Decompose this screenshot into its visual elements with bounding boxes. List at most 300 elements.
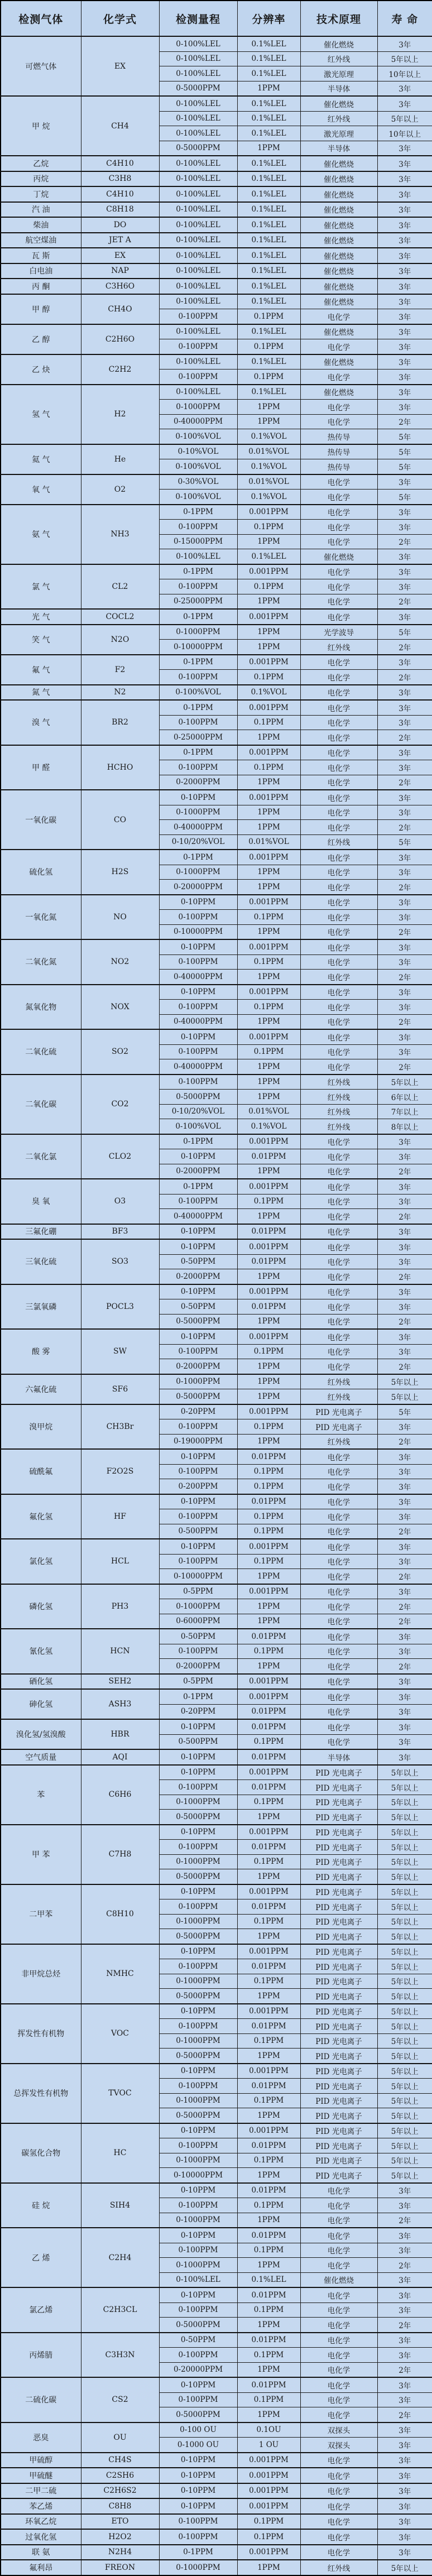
resolution-cell: 0.01PPM — [237, 1224, 300, 1240]
lifetime-cell: 5年以上 — [377, 2004, 432, 2019]
lifetime-cell: 3年 — [377, 655, 432, 670]
principle-cell: PID 光电离子 — [300, 1899, 377, 1915]
table-row — [1, 186, 432, 202]
resolution-cell: 0.01PPM — [237, 1780, 300, 1795]
lifetime-cell: 3年 — [377, 865, 432, 880]
principle-cell: 催化燃烧 — [300, 354, 377, 370]
lifetime-cell: 2年 — [377, 1269, 432, 1284]
range-cell: 0-1000PPM — [159, 2213, 237, 2228]
range-cell: 0-10PPM — [159, 2377, 237, 2392]
lifetime-cell: 3年 — [377, 609, 432, 625]
lifetime-cell: 3年 — [377, 2514, 432, 2530]
header-range: 检测量程 — [159, 1, 237, 36]
resolution-cell: 0.1%LEL — [237, 126, 300, 141]
lifetime-cell: 3年 — [377, 564, 432, 579]
principle-cell: PID 光电离子 — [300, 2049, 377, 2064]
range-cell: 0-100%LEL — [159, 263, 237, 279]
lifetime-cell: 2年 — [377, 640, 432, 655]
principle-cell: 电化学 — [300, 670, 377, 685]
range-cell: 0-100PPM — [159, 2392, 237, 2407]
lifetime-cell: 5年 — [377, 625, 432, 640]
table-row — [1, 171, 432, 187]
principle-cell: PID 光电离子 — [300, 1419, 377, 1435]
range-cell: 0-100PPM — [159, 370, 237, 385]
range-cell: 0-40000PPM — [159, 820, 237, 835]
resolution-cell: 0.1PPM — [237, 1524, 300, 1539]
principle-cell: 电化学 — [300, 1599, 377, 1614]
lifetime-cell: 2年 — [377, 414, 432, 429]
table-row — [1, 1629, 432, 1644]
gas-name-cell: 甲硫醇 — [1, 2453, 81, 2468]
principle-cell: 催化燃烧 — [300, 263, 377, 279]
principle-cell: 红外线 — [300, 51, 377, 66]
principle-cell: PID 光电离子 — [300, 1780, 377, 1795]
principle-cell: PID 光电离子 — [300, 1884, 377, 1899]
formula-cell: F2O2S — [81, 1449, 159, 1494]
gas-name-cell: 三氟化硼 — [1, 1224, 81, 1240]
lifetime-cell: 2年 — [377, 970, 432, 985]
principle-cell: 电化学 — [300, 1239, 377, 1254]
lifetime-cell: 2年 — [377, 1569, 432, 1584]
lifetime-cell: 3年 — [377, 1044, 432, 1059]
principle-cell: PID 光电离子 — [300, 1854, 377, 1869]
principle-cell: 电化学 — [300, 1584, 377, 1599]
lifetime-cell: 3年 — [377, 2453, 432, 2468]
range-cell: 0-1000PPM — [159, 1854, 237, 1869]
range-cell: 0-20000PPM — [159, 2362, 237, 2377]
principle-cell: 电化学 — [300, 865, 377, 880]
lifetime-cell: 3年 — [377, 1464, 432, 1479]
table-row — [1, 217, 432, 233]
formula-cell: BR2 — [81, 700, 159, 745]
table-row — [1, 1074, 432, 1090]
principle-cell: 电化学 — [300, 1734, 377, 1749]
principle-cell: 红外线 — [300, 1104, 377, 1119]
range-cell: 0-100PPM — [159, 1464, 237, 1479]
principle-cell: 电化学 — [300, 534, 377, 549]
range-cell: 0-1000PPM — [159, 2258, 237, 2273]
resolution-cell: 0.1%LEL — [237, 263, 300, 279]
resolution-cell: 1 OU — [237, 2438, 300, 2453]
lifetime-cell: 2年 — [377, 1209, 432, 1224]
gas-name-cell: 磷化氢 — [1, 1584, 81, 1629]
range-cell: 0-1PPM — [159, 700, 237, 715]
formula-cell: SEH2 — [81, 1674, 159, 1690]
range-cell: 0-100%LEL — [159, 549, 237, 564]
resolution-cell: 0.1PPM — [237, 2514, 300, 2530]
resolution-cell: 0.001PPM — [237, 1765, 300, 1780]
table-row — [1, 2377, 432, 2392]
resolution-cell: 0.001PPM — [237, 1584, 300, 1599]
lifetime-cell: 5年以上 — [377, 1840, 432, 1855]
range-cell: 0-10PPM — [159, 2498, 237, 2514]
gas-name-cell: 二甲苯 — [1, 1884, 81, 1944]
table-row — [1, 279, 432, 294]
resolution-cell: 1PPM — [237, 2213, 300, 2228]
principle-cell: 电化学 — [300, 1719, 377, 1734]
gas-name-cell: 恶臭 — [1, 2423, 81, 2453]
principle-cell: 电化学 — [300, 1674, 377, 1690]
formula-cell: CO2 — [81, 1074, 159, 1134]
formula-cell: NO — [81, 895, 159, 940]
principle-cell: 双探头 — [300, 2423, 377, 2438]
gas-name-cell: 氢 气 — [1, 385, 81, 444]
table-header — [1, 1, 432, 36]
principle-cell: 红外线 — [300, 1434, 377, 1449]
range-cell: 0-50PPM — [159, 2333, 237, 2348]
lifetime-cell: 3年 — [377, 2243, 432, 2258]
range-cell: 0-10PPM — [159, 1944, 237, 1959]
principle-cell: PID 光电离子 — [300, 2108, 377, 2123]
range-cell: 0-10PPM — [159, 1719, 237, 1734]
principle-cell: 催化燃烧 — [300, 279, 377, 294]
principle-cell: 电化学 — [300, 1329, 377, 1344]
resolution-cell: 0.1%VOL — [237, 685, 300, 701]
lifetime-cell: 3年 — [377, 715, 432, 730]
range-cell: 0-10PPM — [159, 1749, 237, 1765]
formula-cell: C8H8 — [81, 2498, 159, 2514]
lifetime-cell: 5年以上 — [377, 2560, 432, 2575]
table-row — [1, 609, 432, 625]
principle-cell: 电化学 — [300, 850, 377, 865]
range-cell: 0-100PPM — [159, 2079, 237, 2094]
principle-cell: 电化学 — [300, 1554, 377, 1569]
principle-cell: 电化学 — [300, 564, 377, 579]
table-row — [1, 1539, 432, 1554]
formula-cell: BF3 — [81, 1224, 159, 1240]
range-cell: 0-10PPM — [159, 985, 237, 1000]
lifetime-cell: 3年 — [377, 520, 432, 535]
principle-cell: 电化学 — [300, 715, 377, 730]
resolution-cell: 0.001PPM — [237, 2064, 300, 2079]
range-cell: 0-1PPM — [159, 655, 237, 670]
resolution-cell: 0.1PPM — [237, 1479, 300, 1494]
range-cell: 0-100PPM — [159, 2243, 237, 2258]
table-row — [1, 2287, 432, 2302]
range-cell: 0-100PPM — [159, 2138, 237, 2153]
gas-name-cell: 一氧化碳 — [1, 790, 81, 850]
lifetime-cell: 3年 — [377, 1494, 432, 1509]
resolution-cell: 1PPM — [237, 81, 300, 96]
principle-cell: 激光原理 — [300, 126, 377, 141]
resolution-cell: 0.001PPM — [237, 1404, 300, 1419]
formula-cell: CLO2 — [81, 1134, 159, 1179]
resolution-cell: 0.1PPM — [237, 910, 300, 925]
formula-cell: N2O — [81, 625, 159, 655]
resolution-cell: 0.1PPM — [237, 1974, 300, 1989]
formula-cell: AQI — [81, 1749, 159, 1765]
resolution-cell: 0.1PPM — [237, 1734, 300, 1749]
lifetime-cell: 5年 — [377, 1404, 432, 1419]
formula-cell: C7H8 — [81, 1825, 159, 1884]
lifetime-cell: 3年 — [377, 2198, 432, 2213]
lifetime-cell: 5年以上 — [377, 2168, 432, 2183]
range-cell: 0-5PPM — [159, 1584, 237, 1599]
resolution-cell: 1PPM — [237, 1164, 300, 1179]
formula-cell: ASH3 — [81, 1689, 159, 1719]
formula-cell: NH3 — [81, 505, 159, 564]
lifetime-cell: 10年以上 — [377, 66, 432, 81]
lifetime-cell: 3年 — [377, 1644, 432, 1659]
lifetime-cell: 3年 — [377, 2423, 432, 2438]
range-cell: 0-1000PPM — [159, 625, 237, 640]
range-cell: 0-1PPM — [159, 564, 237, 579]
range-cell: 0-10PPM — [159, 2483, 237, 2499]
principle-cell: 电化学 — [300, 2198, 377, 2213]
lifetime-cell: 2年 — [377, 1434, 432, 1449]
principle-cell: 电化学 — [300, 1614, 377, 1629]
formula-cell: CH4O — [81, 294, 159, 324]
principle-cell: 半导体 — [300, 1749, 377, 1765]
principle-cell: PID 光电离子 — [300, 2138, 377, 2153]
range-cell: 0-100%LEL — [159, 36, 237, 51]
principle-cell: 电化学 — [300, 970, 377, 985]
range-cell: 0-100%VOL — [159, 1119, 237, 1134]
formula-cell: H2O2 — [81, 2529, 159, 2545]
lifetime-cell: 5年以上 — [377, 1959, 432, 1974]
principle-cell: PID 光电离子 — [300, 1914, 377, 1929]
formula-cell: O2 — [81, 474, 159, 505]
lifetime-cell: 5年以上 — [377, 1074, 432, 1090]
resolution-cell: 0.001PPM — [237, 895, 300, 910]
principle-cell: 电化学 — [300, 1000, 377, 1015]
principle-cell: 电化学 — [300, 1344, 377, 1359]
resolution-cell: 0.01PPM — [237, 1959, 300, 1974]
lifetime-cell: 2年 — [377, 880, 432, 895]
gas-name-cell: 溴甲烷 — [1, 1404, 81, 1450]
range-cell: 0-100PPM — [159, 1959, 237, 1974]
principle-cell: 电化学 — [300, 775, 377, 790]
lifetime-cell: 3年 — [377, 36, 432, 51]
lifetime-cell: 3年 — [377, 217, 432, 233]
resolution-cell: 1PPM — [237, 414, 300, 429]
resolution-cell: 1PPM — [237, 1374, 300, 1389]
table-row — [1, 1584, 432, 1599]
lifetime-cell: 2年 — [377, 775, 432, 790]
lifetime-cell: 3年 — [377, 385, 432, 400]
table-row — [1, 233, 432, 248]
lifetime-cell: 3年 — [377, 1149, 432, 1164]
principle-cell: 电化学 — [300, 1134, 377, 1149]
range-cell: 0-10PPM — [159, 2004, 237, 2019]
principle-cell: 催化燃烧 — [300, 96, 377, 111]
lifetime-cell: 3年 — [377, 2529, 432, 2545]
lifetime-cell: 3年 — [377, 2348, 432, 2363]
range-cell: 0-2000PPM — [159, 1659, 237, 1674]
range-cell: 0-10PPM — [159, 1224, 237, 1240]
range-cell: 0-5000PPM — [159, 2407, 237, 2423]
principle-cell: PID 光电离子 — [300, 1959, 377, 1974]
range-cell: 0-100%LEL — [159, 2272, 237, 2287]
table-row — [1, 2468, 432, 2483]
table-row — [1, 385, 432, 400]
gas-name-cell: 臭 氧 — [1, 1179, 81, 1224]
table-row — [1, 2423, 432, 2438]
principle-cell: PID 光电离子 — [300, 1869, 377, 1884]
formula-cell: He — [81, 444, 159, 474]
lifetime-cell: 3年 — [377, 1539, 432, 1554]
gas-name-cell: 氧 气 — [1, 474, 81, 505]
range-cell: 0-100PPM — [159, 1074, 237, 1090]
gas-name-cell: 硫化氢 — [1, 850, 81, 895]
resolution-cell: 1PPM — [237, 1599, 300, 1614]
gas-name-cell: 甲 苯 — [1, 1825, 81, 1884]
gas-name-cell: 氟化氢 — [1, 1494, 81, 1539]
table-row — [1, 685, 432, 701]
lifetime-cell: 3年 — [377, 1179, 432, 1194]
range-cell: 0-10PPM — [159, 1884, 237, 1899]
resolution-cell: 1PPM — [237, 970, 300, 985]
table-row — [1, 895, 432, 910]
principle-cell: 红外线 — [300, 1374, 377, 1389]
range-cell: 0-10000PPM — [159, 2168, 237, 2183]
principle-cell: 催化燃烧 — [300, 385, 377, 400]
range-cell: 0-30%VOL — [159, 474, 237, 490]
principle-cell: PID 光电离子 — [300, 1840, 377, 1855]
formula-cell: FREON — [81, 2560, 159, 2575]
range-cell: 0-100%LEL — [159, 217, 237, 233]
formula-cell: H2 — [81, 385, 159, 444]
principle-cell: 电化学 — [300, 2183, 377, 2198]
resolution-cell: 0.01PPM — [237, 1629, 300, 1644]
gas-name-cell: 丁烷 — [1, 186, 81, 202]
range-cell: 0-100PPM — [159, 2019, 237, 2034]
table-row — [1, 700, 432, 715]
table-row — [1, 1374, 432, 1389]
resolution-cell: 0.01PPM — [237, 2333, 300, 2348]
formula-cell: O3 — [81, 1179, 159, 1224]
principle-cell: PID 光电离子 — [300, 2093, 377, 2108]
table-row — [1, 2183, 432, 2198]
principle-cell: PID 光电离子 — [300, 1929, 377, 1944]
gas-name-cell: 笑 气 — [1, 625, 81, 655]
resolution-cell: 1PPM — [237, 865, 300, 880]
range-cell: 0-100%LEL — [159, 248, 237, 263]
principle-cell: 电化学 — [300, 1569, 377, 1584]
principle-cell: PID 光电离子 — [300, 2079, 377, 2094]
lifetime-cell: 2年 — [377, 2258, 432, 2273]
resolution-cell: 1PPM — [237, 1014, 300, 1029]
formula-cell: VOC — [81, 2004, 159, 2064]
resolution-cell: 1PPM — [237, 1929, 300, 1944]
gas-name-cell: 丙烯腈 — [1, 2333, 81, 2378]
formula-cell: JET A — [81, 233, 159, 248]
principle-cell: 电化学 — [300, 1014, 377, 1029]
formula-cell: CS2 — [81, 2377, 159, 2423]
gas-name-cell: 苯乙烯 — [1, 2498, 81, 2514]
lifetime-cell: 3年 — [377, 2228, 432, 2243]
lifetime-cell: 3年 — [377, 1224, 432, 1240]
principle-cell: 电化学 — [300, 1689, 377, 1704]
resolution-cell: 0.001PPM — [237, 2498, 300, 2514]
principle-cell: 电化学 — [300, 1479, 377, 1494]
table-row — [1, 1134, 432, 1149]
lifetime-cell: 5年以上 — [377, 1974, 432, 1989]
range-cell: 0-100PPM — [159, 2514, 237, 2530]
formula-cell: C8H10 — [81, 1884, 159, 1944]
principle-cell: 激光原理 — [300, 66, 377, 81]
resolution-cell: 0.1%LEL — [237, 217, 300, 233]
gas-name-cell: 光 气 — [1, 609, 81, 625]
range-cell: 0-100PPM — [159, 339, 237, 354]
resolution-cell: 1PPM — [237, 1074, 300, 1090]
table-row — [1, 564, 432, 579]
lifetime-cell: 3年 — [377, 1584, 432, 1599]
gas-name-cell: 硫酰氟 — [1, 1449, 81, 1494]
lifetime-cell: 3年 — [377, 474, 432, 490]
lifetime-cell: 7年以上 — [377, 1104, 432, 1119]
lifetime-cell: 5年以上 — [377, 2138, 432, 2153]
principle-cell: 电化学 — [300, 2377, 377, 2392]
formula-cell: HBR — [81, 1719, 159, 1749]
formula-cell: HCL — [81, 1539, 159, 1584]
resolution-cell: 1PPM — [237, 924, 300, 939]
range-cell: 0-5000PPM — [159, 1810, 237, 1825]
lifetime-cell: 2年 — [377, 1614, 432, 1629]
table-body — [1, 36, 432, 2575]
principle-cell: 电化学 — [300, 895, 377, 910]
principle-cell: 热传导 — [300, 429, 377, 444]
formula-cell: C6H6 — [81, 1765, 159, 1825]
principle-cell: 电化学 — [300, 309, 377, 324]
range-cell: 0-100%LEL — [159, 96, 237, 111]
resolution-cell: 0.001PPM — [237, 2545, 300, 2560]
principle-cell: PID 光电离子 — [300, 2004, 377, 2019]
lifetime-cell: 5年以上 — [377, 1389, 432, 1404]
principle-cell: 电化学 — [300, 1269, 377, 1284]
principle-cell: 电化学 — [300, 1194, 377, 1209]
range-cell: 0-10PPM — [159, 2123, 237, 2138]
gas-name-cell: 白电油 — [1, 263, 81, 279]
range-cell: 0-20000PPM — [159, 880, 237, 895]
principle-cell: 电化学 — [300, 2287, 377, 2302]
table-row — [1, 625, 432, 640]
gas-name-cell: 乙 烯 — [1, 2228, 81, 2287]
range-cell: 0-100PPM — [159, 910, 237, 925]
principle-cell: PID 光电离子 — [300, 2153, 377, 2168]
range-cell: 0-100%VOL — [159, 459, 237, 474]
range-cell: 0-10/20%VOL — [159, 834, 237, 850]
formula-cell: F2 — [81, 655, 159, 685]
range-cell: 0-50PPM — [159, 1299, 237, 1315]
principle-cell: 电化学 — [300, 790, 377, 805]
range-cell: 0-100PPM — [159, 715, 237, 730]
resolution-cell: 0.1PPM — [237, 1795, 300, 1810]
range-cell: 0-100%LEL — [159, 385, 237, 400]
range-cell: 0-100%VOL — [159, 490, 237, 505]
resolution-cell: 0.01PPM — [237, 2287, 300, 2302]
gas-name-cell: 甲 烷 — [1, 96, 81, 156]
lifetime-cell: 3年 — [377, 805, 432, 820]
formula-cell: CH4S — [81, 2453, 159, 2468]
lifetime-cell: 5年 — [377, 429, 432, 444]
principle-cell: 电化学 — [300, 2348, 377, 2363]
principle-cell: 电化学 — [300, 400, 377, 415]
lifetime-cell: 3年 — [377, 96, 432, 111]
range-cell: 0-10PPM — [159, 1329, 237, 1344]
formula-cell: COCL2 — [81, 609, 159, 625]
principle-cell: 半导体 — [300, 81, 377, 96]
range-cell: 0-5000PPM — [159, 81, 237, 96]
gas-name-cell: 氯 气 — [1, 564, 81, 610]
resolution-cell: 0.1PPM — [237, 520, 300, 535]
formula-cell: TVOC — [81, 2064, 159, 2123]
resolution-cell: 1PPM — [237, 1659, 300, 1674]
formula-cell: EX — [81, 248, 159, 263]
principle-cell: 热传导 — [300, 444, 377, 459]
lifetime-cell: 3年 — [377, 354, 432, 370]
gas-name-cell: 二硫化碳 — [1, 2377, 81, 2423]
